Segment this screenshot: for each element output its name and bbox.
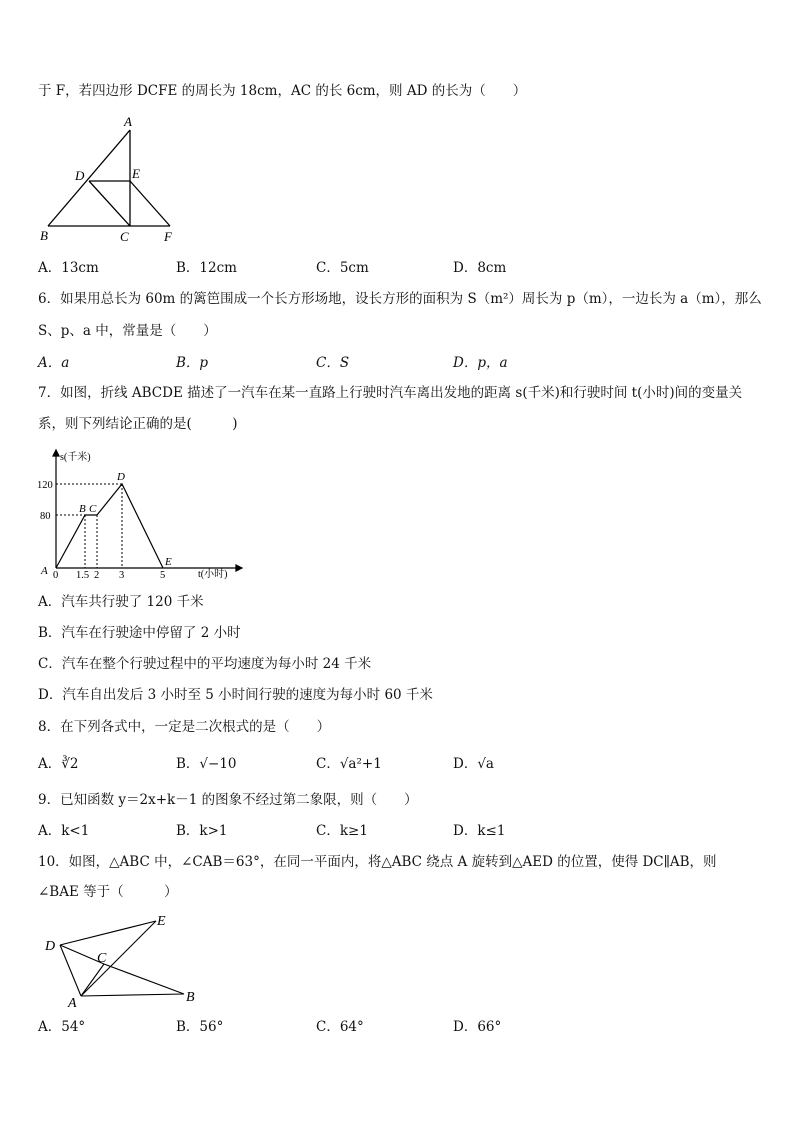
q6-stem-line1: 6．如果用总长为 60m 的篱笆围成一个长方形场地，设长方形的面积为 S（m²）周长为 p（m），一边长为 a（m），那么 [38, 291, 762, 307]
q10-option-a: A．54° [38, 1019, 86, 1035]
y-tick-80: 80 [40, 511, 51, 522]
label-a: A [124, 114, 132, 129]
point-d: D [117, 471, 125, 483]
q8-option-b: B．√−10 [176, 756, 237, 772]
x-tick-2: 2 [94, 570, 100, 581]
q6-stem-line2: S、p、a 中，常量是（ ） [38, 323, 217, 339]
q8-option-c: C．√a²+1 [316, 756, 382, 772]
q7-graph [36, 448, 246, 586]
q9-option-d: D．k≤1 [453, 823, 506, 839]
label-e: E [157, 914, 166, 929]
x-tick-5: 5 [160, 570, 166, 581]
q9-option-a: A．k<1 [38, 823, 90, 839]
label-f: F [164, 229, 172, 244]
x-axis-label: t(小时) [198, 569, 228, 580]
q7-option-d: D．汽车自出发后 3 小时至 5 小时间行驶的速度为每小时 60 千米 [38, 687, 433, 703]
q10-option-c: C．64° [316, 1019, 364, 1035]
q5-stem: 于 F，若四边形 DCFE 的周长为 18cm，AC 的长 6cm，则 AD 的长为（ ） [38, 83, 527, 99]
point-c: C [89, 503, 97, 515]
x-tick-3: 3 [119, 570, 125, 581]
label-d: D [75, 168, 85, 183]
q8-option-a: A．∛2 [38, 756, 79, 772]
q6-option-a: A．a [38, 355, 70, 371]
x-tick-1.5: 1.5 [76, 570, 90, 581]
label-d: D [45, 939, 56, 954]
q7-option-c: C．汽车在整个行驶过程中的平均速度为每小时 24 千米 [38, 656, 372, 672]
q7-stem-line2: 系，则下列结论正确的是( ) [38, 416, 238, 432]
label-c: C [97, 951, 107, 966]
point-e: E [165, 556, 172, 568]
q10-option-b: B．56° [176, 1019, 224, 1035]
q9-stem: 9．已知函数 y＝2x+k－1 的图象不经过第二象限，则（ ） [38, 792, 418, 808]
q10-stem-line2: ∠BAE 等于（ ） [38, 884, 178, 900]
q7-stem-line1: 7．如图，折线 ABCDE 描述了一汽车在某一直路上行驶时汽车离出发地的距离 s(千米)和行驶时间 t(小时)间的变量关 [38, 385, 743, 401]
q5-option-c: C．5cm [316, 260, 369, 276]
q6-option-d: D．p，a [453, 355, 508, 371]
y-tick-120: 120 [37, 480, 53, 491]
q7-option-b: B．汽车在行驶途中停留了 2 小时 [38, 625, 241, 641]
q10-stem-line1: 10．如图，△ABC 中，∠CAB＝63°，在同一平面内，将△ABC 绕点 A 旋转到△AED 的位置，使得 DC∥AB，则 [38, 854, 717, 870]
q5-option-a: A．13cm [38, 260, 99, 276]
q5-option-b: B．12cm [176, 260, 237, 276]
q6-option-c: C．S [316, 355, 350, 371]
q8-option-d: D．√a [453, 756, 494, 772]
label-c: C [120, 229, 129, 244]
q5-figure [36, 114, 186, 244]
label-a: A [68, 996, 77, 1011]
x-tick-0: 0 [53, 570, 59, 581]
label-b: B [40, 228, 48, 243]
label-e: E [132, 166, 140, 181]
point-b: B [79, 503, 86, 515]
q6-option-b: B．p [176, 355, 209, 371]
q9-option-b: B．k>1 [176, 823, 228, 839]
q9-option-c: C．k≥1 [316, 823, 368, 839]
q10-option-d: D．66° [453, 1019, 502, 1035]
q8-stem: 8．在下列各式中，一定是二次根式的是（ ） [38, 719, 331, 735]
point-a: A [41, 565, 48, 577]
q5-option-d: D．8cm [453, 260, 507, 276]
q10-figure [40, 908, 210, 1012]
label-b: B [186, 990, 195, 1005]
q7-option-a: A．汽车共行驶了 120 千米 [38, 594, 204, 610]
y-axis-label: s(千米) [60, 452, 91, 463]
